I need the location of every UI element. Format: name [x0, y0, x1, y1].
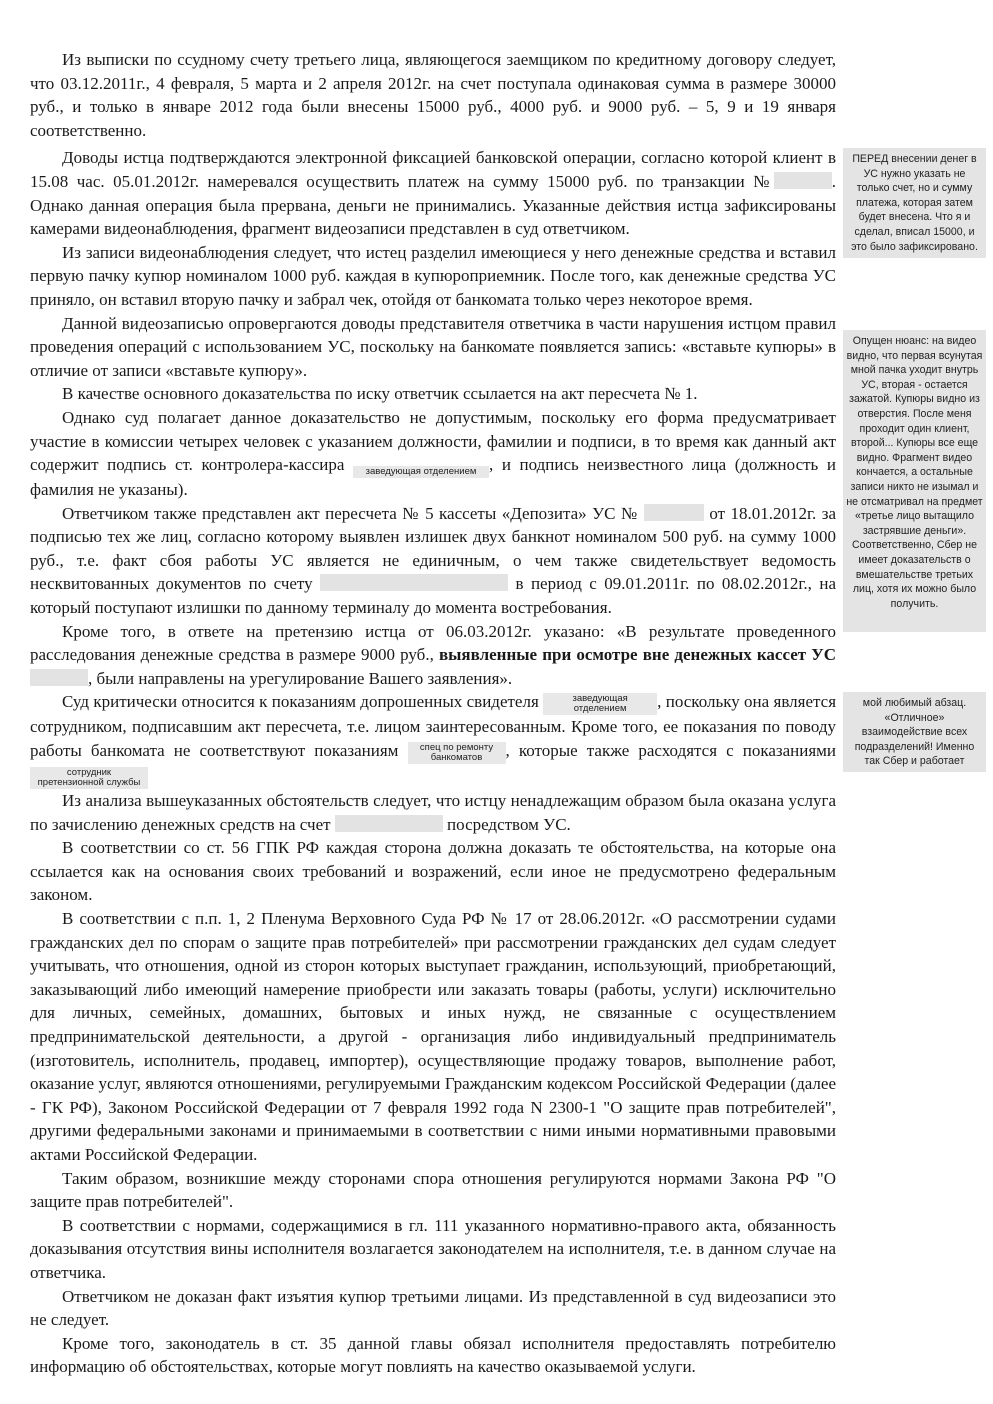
margin-note-2: Опущен нюанс: на видео видно, что первая всунутая мной пачка уходит внутрь УС, вторая - остается зажатой. Купюры видно из отверстия. После меня проходит один клиент, второй... Купюры все еще видно. Фрагмент видео кончается, а остальные записи никто не изымал и не отсматривал на предмет «третье лицо вытащило застрявшие деньги». Соответственно, Сбер не имеет доказательств о вмешательстве третьих лиц, хотя их можно было получить. [843, 330, 986, 632]
margin-note-3: мой любимый абзац. «Отличное» взаимодействие всех подразделений! Именно так Сбер и работает [843, 692, 986, 772]
redacted-label-head-of-branch-2: заведующая отделением [543, 693, 657, 715]
redacted-transaction-number [774, 172, 832, 189]
redacted-label-head-of-branch: заведующая отделением [353, 466, 489, 478]
paragraph-10: Из анализа вышеуказанных обстоятельств следует, что истцу ненадлежащим образом была оказана услуга по зачислению денежных средств на счет посредством УС. [30, 791, 836, 834]
redacted-account-number [320, 574, 508, 591]
document-body [30, 48, 836, 1379]
paragraph-3: Из записи видеонаблюдения следует, что истец разделил имеющиеся у него денежные средства и вставил первую пачку купюр номиналом 1000 руб. каждая в купюроприемник. После того, как денежные средства УС приняло, он вставил вторую пачку и забрал чек, отойдя от банкомата только через некоторое время. [30, 242, 836, 309]
redacted-label-claims-service: сотрудник претензионной службы [30, 767, 148, 789]
paragraph-2: Доводы истца подтверждаются электронной фиксацией банковской операции, согласно которой клиент в 15.08 час. 05.01.2012г. намеревался осуществить платеж на сумму 15000 руб. по транзакции № . Однако данная операция была прервана, деньги не принимались. Указанные действия истца зафиксированы камерами видеонаблюдения, фрагмент видеозаписи представлен в суд ответчиком. [30, 148, 836, 239]
paragraph-16: Кроме того, законодатель в ст. 35 данной главы обязал исполнителя предоставлять потребителю информацию об обстоятельствах, которые могут повлиять на качество оказываемой услуги. [30, 1333, 836, 1377]
paragraph-1: Из выписки по ссудному счету третьего лица, являющегося заемщиком по кредитному договору следует, что 03.12.2011г., 4 февраля, 5 марта и 2 апреля 2012г. на счет поступала одинаковая сумма в размере 30000 руб., и только в январе 2012 года были внесены 15000 руб., 4000 руб. и 9000 руб. – 5, 9 и 19 января соответственно. [30, 50, 836, 140]
paragraph-7: Ответчиком также представлен акт пересчета № 5 кассеты «Депозита» УС № от 18.01.2012г. за подписью тех же лиц, согласно которому выявлен излишек двух банкнот номиналом 500 руб. на сумму 1000 руб., т.е. факт сбоя работы УС является не единичным, о чем также свидетельствует ведомость несквитованных документов по счету в период с 09.01.2011г. по 08.02.2012г., на который поступают излишки по данному терминалу до момента востребования. [30, 503, 837, 618]
paragraph-14: В соответствии с нормами, содержащимися в гл. 111 указанного нормативно-правого акта, обязанность доказывания отсутствия вины исполнителя возлагается законодателем на исполнителя, т.е. в данном случае на ответчика. [30, 1215, 836, 1282]
paragraph-8: Кроме того, в ответе на претензию истца от 06.03.2012г. указано: «В результате проведенного расследования денежные средства в размере 9000 руб., выявленные при осмотре вне денежных кассет УС , были направлены на урегулирование Вашего заявления». [30, 621, 837, 688]
paragraph-4: Данной видеозаписью опровергаются доводы представителя ответчика в части нарушения истцом правил проведения операций с использованием УС, поскольку на банкомате появляется запись: «вставьте купюры» в отличие от записи «вставьте купюру». [30, 313, 836, 380]
paragraph-13: Таким образом, возникшие между сторонами спора отношения регулируются нормами Закона РФ "О защите прав потребителей". [30, 1168, 836, 1212]
redacted-atm-number [644, 504, 704, 521]
paragraph-11: В соответствии со ст. 56 ГПК РФ каждая сторона должна доказать те обстоятельства, на которые она ссылается как на основания своих требований и возражений, если иное не предусмотрено федеральным законом. [30, 838, 836, 905]
paragraph-6: Однако суд полагает данное доказательство не допустимым, поскольку его форма предусматривает участие в комиссии четырех человек с указанием должности, фамилии и подписи, в то время как данный акт содержит подпись ст. контролера-кассира заведующая отделением , и подпись неизвестного лица (должность и фамилия не указаны). [30, 407, 836, 500]
redacted-atm-number-2 [30, 669, 88, 686]
margin-note-1: ПЕРЕД внесении денег в УС нужно указать не только счет, но и сумму платежа, которая затем будет внесена. Что я и сделал, вписал 15000, и это было зафиксировано. [843, 148, 986, 258]
paragraph-5: В качестве основного доказательства по иску ответчик ссылается на акт пересчета № 1. [62, 384, 698, 404]
redacted-label-atm-repair: спец по ремонту банкоматов [408, 742, 506, 764]
paragraph-9: Суд критически относится к показаниям допрошенных свидетеля заведующая отделением , поскольку она является сотрудником, подписавшим акт пересчета, т.е. лицом заинтересованным. Кроме того, ее показания по поводу работы банкомата не соответствуют показаниям спец по ремонту банкоматов , которые также расходятся с показаниями сотрудник претензионной службы [30, 692, 837, 789]
redacted-account-number-2 [335, 815, 443, 832]
paragraph-15: Ответчиком не доказан факт изъятия купюр третьими лицами. Из представленной в суд видеозаписи это не следует. [30, 1286, 836, 1330]
paragraph-12: В соответствии с п.п. 1, 2 Пленума Верховного Суда РФ № 17 от 28.06.2012г. «О рассмотрении судами гражданских дел по спорам о защите прав потребителей» при рассмотрении гражданских дел судам следует учитывать, что отношения, одной из сторон которых выступает гражданин, использующий, приобретающий, заказывающий либо имеющий намерение приобрести или заказать товары (работы, услуги) исключительно для личных, семейных, домашних, бытовых и иных нужд, не связанные с осуществлением предпринимательской деятельности, а другой - организация либо индивидуальный предприниматель (изготовитель, исполнитель, продавец, импортер), осуществляющие продажу товаров, выполнение работ, оказание услуг, являются отношениями, регулируемыми Гражданским кодексом Российской Федерации (далее - ГК РФ), Законом Российской Федерации от 7 февраля 1992 года N 2300-1 "О защите прав потребителей", другими федеральными законами и принимаемыми в соответствии с ними иными нормативными правовыми актами Российской Федерации. [30, 909, 836, 1164]
